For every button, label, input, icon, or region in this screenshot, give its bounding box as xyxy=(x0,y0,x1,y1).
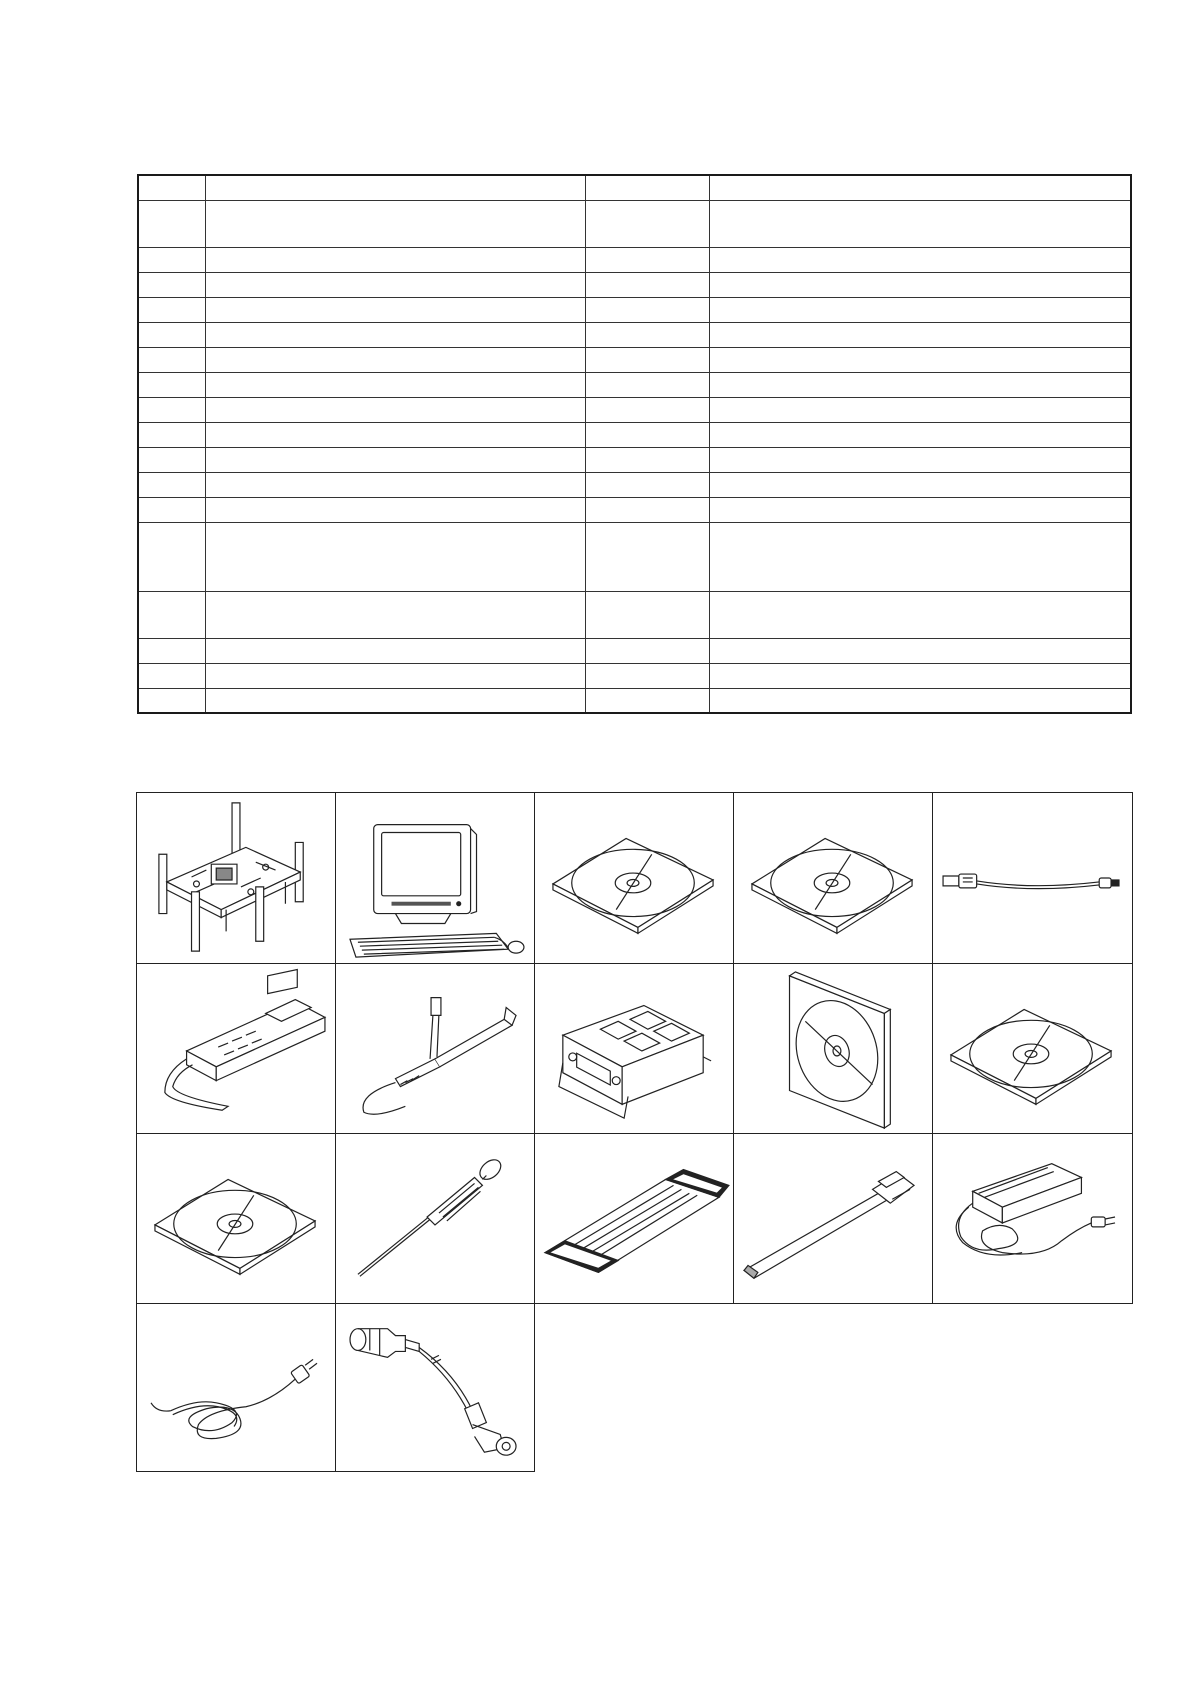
illustration-cell xyxy=(932,963,1133,1134)
illustration-cell xyxy=(733,963,933,1134)
table-row xyxy=(138,247,1131,272)
probe-icon xyxy=(336,964,534,1133)
usb-cable-icon xyxy=(933,793,1132,963)
table-row xyxy=(138,447,1131,472)
illustration-cell xyxy=(534,792,734,964)
illustration-cell xyxy=(335,963,535,1134)
illustration-cell xyxy=(136,1303,336,1472)
table-cell-no xyxy=(138,472,205,497)
disc-case-upright-icon xyxy=(734,964,932,1133)
table-cell-use xyxy=(709,397,1131,422)
table-cell-use xyxy=(709,297,1131,322)
power-cord-icon xyxy=(137,1304,335,1471)
table-cell-use xyxy=(709,663,1131,688)
illustration-cell xyxy=(534,963,734,1134)
coaxial-cable-icon xyxy=(336,1304,534,1471)
table-cell-no xyxy=(138,663,205,688)
table-cell-code xyxy=(585,272,709,297)
table-cell-code xyxy=(585,200,709,247)
disc-case-icon xyxy=(535,793,733,963)
table-cell-no xyxy=(138,372,205,397)
table-cell-use xyxy=(709,688,1131,713)
disc-case-icon xyxy=(734,793,932,963)
table-cell-no xyxy=(138,688,205,713)
illustration-cell xyxy=(932,1133,1133,1304)
table-cell-code xyxy=(585,372,709,397)
table-cell-code xyxy=(585,688,709,713)
table-cell-use xyxy=(709,322,1131,347)
table-cell-no xyxy=(138,447,205,472)
table-row xyxy=(138,347,1131,372)
table-cell-code xyxy=(585,663,709,688)
table-cell-use xyxy=(709,447,1131,472)
table-row xyxy=(138,322,1131,347)
table-row xyxy=(138,272,1131,297)
flexible-board-icon xyxy=(535,1134,733,1303)
table-cell-code xyxy=(585,347,709,372)
table-cell-name xyxy=(205,497,585,522)
flat-cable-icon xyxy=(734,1134,932,1303)
illustration-cell xyxy=(335,792,535,964)
table-cell-code xyxy=(585,522,709,591)
table-cell-name xyxy=(205,175,585,200)
table-cell-code xyxy=(585,397,709,422)
illustration-cell xyxy=(733,1133,933,1304)
illustration-cell xyxy=(136,963,336,1134)
table-cell-name xyxy=(205,322,585,347)
table-cell-no xyxy=(138,591,205,638)
table-cell-no xyxy=(138,322,205,347)
table-row xyxy=(138,422,1131,447)
illustration-cell xyxy=(932,792,1133,964)
table-cell-use xyxy=(709,200,1131,247)
table-cell-no xyxy=(138,200,205,247)
table-cell-name xyxy=(205,297,585,322)
table-row xyxy=(138,397,1131,422)
table-cell-code xyxy=(585,175,709,200)
table-cell-use xyxy=(709,272,1131,297)
table-row xyxy=(138,591,1131,638)
table-cell-name xyxy=(205,372,585,397)
table-cell-name xyxy=(205,247,585,272)
table-cell-no xyxy=(138,522,205,591)
table-cell-name xyxy=(205,591,585,638)
table-row xyxy=(138,472,1131,497)
table-cell-name xyxy=(205,347,585,372)
monitor-computer-icon xyxy=(336,793,534,963)
table-cell-code xyxy=(585,591,709,638)
illustration-cell xyxy=(335,1133,535,1304)
table-cell-use xyxy=(709,472,1131,497)
table-cell-name xyxy=(205,272,585,297)
handheld-meter-icon xyxy=(137,964,335,1133)
table-cell-no xyxy=(138,297,205,322)
table-cell-no xyxy=(138,347,205,372)
table-cell-no xyxy=(138,638,205,663)
table-cell-use xyxy=(709,247,1131,272)
table-row xyxy=(138,522,1131,591)
table-cell-name xyxy=(205,522,585,591)
table-cell-code xyxy=(585,472,709,497)
table-row xyxy=(138,688,1131,713)
illustration-cell xyxy=(534,1133,734,1304)
table-cell-name xyxy=(205,472,585,497)
screwdriver-icon xyxy=(336,1134,534,1303)
table-row xyxy=(138,175,1131,200)
table-cell-name xyxy=(205,397,585,422)
table-cell-no xyxy=(138,272,205,297)
table-cell-no xyxy=(138,247,205,272)
table-cell-code xyxy=(585,422,709,447)
table-row xyxy=(138,372,1131,397)
table-cell-name xyxy=(205,447,585,472)
table-cell-no xyxy=(138,397,205,422)
table-cell-use xyxy=(709,422,1131,447)
ac-adaptor-icon xyxy=(933,1134,1132,1303)
table-cell-code xyxy=(585,322,709,347)
disc-case-icon xyxy=(137,1134,335,1303)
table-row xyxy=(138,297,1131,322)
disc-case-icon xyxy=(933,964,1132,1133)
parts-table xyxy=(137,174,1132,714)
table-cell-use xyxy=(709,638,1131,663)
table-row xyxy=(138,200,1131,247)
table-cell-no xyxy=(138,497,205,522)
table-row xyxy=(138,638,1131,663)
table-cell-use xyxy=(709,522,1131,591)
table-cell-no xyxy=(138,422,205,447)
table-cell-use xyxy=(709,347,1131,372)
table-cell-use xyxy=(709,372,1131,397)
table-cell-code xyxy=(585,297,709,322)
table-cell-code xyxy=(585,447,709,472)
illustration-cell xyxy=(136,792,336,964)
table-cell-name xyxy=(205,422,585,447)
table-row xyxy=(138,497,1131,522)
table-cell-use xyxy=(709,591,1131,638)
table-cell-no xyxy=(138,175,205,200)
table-cell-use xyxy=(709,175,1131,200)
fixture-stand-icon xyxy=(137,793,335,963)
table-cell-name xyxy=(205,663,585,688)
illustration-cell xyxy=(733,792,933,964)
parts-table-body xyxy=(138,175,1131,713)
illustration-cell xyxy=(136,1133,336,1304)
tool-illustration-grid xyxy=(136,792,1133,1472)
instrument-case-icon xyxy=(535,964,733,1133)
illustration-cell xyxy=(335,1303,535,1472)
table-cell-code xyxy=(585,638,709,663)
table-row xyxy=(138,663,1131,688)
table-cell-name xyxy=(205,200,585,247)
table-cell-name xyxy=(205,688,585,713)
table-cell-code xyxy=(585,497,709,522)
table-cell-code xyxy=(585,247,709,272)
table-cell-name xyxy=(205,638,585,663)
table-cell-use xyxy=(709,497,1131,522)
